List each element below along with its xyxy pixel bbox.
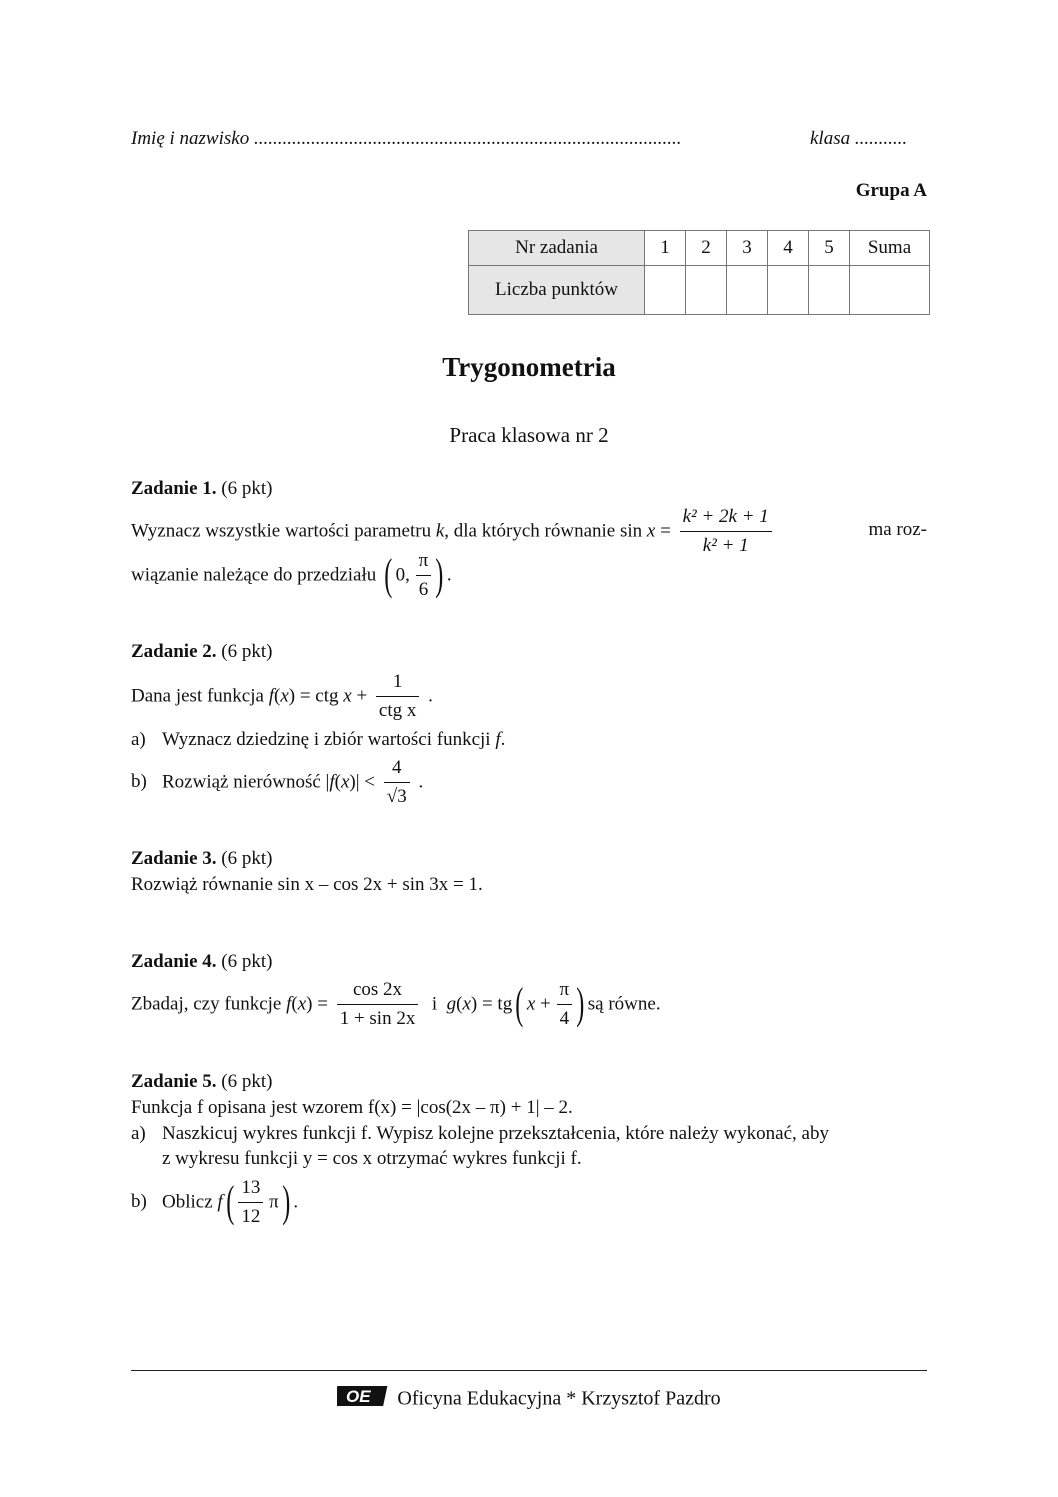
score-table-col-5: 5 (809, 231, 850, 266)
footer-divider (131, 1370, 927, 1371)
task-2-heading (131, 641, 272, 663)
task-4-fraction (337, 978, 419, 1031)
group-label: Grupa A (855, 180, 927, 201)
score-table-col-4: 4 (768, 231, 809, 266)
score-cell-sum[interactable] (850, 266, 930, 315)
task-2-b-denominator: √3 (386, 785, 407, 807)
left-paren-icon: ( (225, 1177, 235, 1227)
task-4-tg: ) = tg (470, 993, 513, 1015)
score-cell-1[interactable] (645, 266, 686, 315)
task-1-line-2 (131, 549, 452, 602)
class-field-line: klasa ........... (810, 128, 908, 149)
task-1-fraction-numerator: k² + 2k + 1 (680, 505, 772, 532)
task-5-item-b (131, 1176, 298, 1229)
publisher-logo-icon (337, 1383, 391, 1415)
score-table (468, 230, 930, 315)
task-5-b-pi: π (264, 1191, 279, 1213)
task-2-b-numerator: 4 (384, 756, 410, 783)
task-2-fraction-denominator: ctg x (378, 699, 417, 721)
task-2-points: (6 pkt) (221, 641, 273, 662)
task-1-text: Wyznacz wszystkie wartości parametru (131, 520, 436, 542)
task-5-b-label: b) (131, 1191, 147, 1213)
task-3-title: Zadanie 3. (131, 848, 217, 869)
task-5-heading (131, 1071, 272, 1093)
task-4-eq: ) = (306, 993, 333, 1015)
page-subtitle: Praca klasowa nr 2 (449, 423, 609, 447)
task-4-paren-2: ( (456, 993, 463, 1015)
task-2-b-ineq: )| < (349, 771, 380, 793)
right-paren-icon: ) (576, 979, 585, 1029)
footer-text: Oficyna Edukacyjna * Krzysztof Pazdro (397, 1387, 721, 1410)
name-field-line: Imię i nazwisko .......................................................................................... (131, 128, 682, 149)
task-4-title: Zadanie 4. (131, 951, 217, 972)
task-5-line-1: Funkcja f opisana jest wzorem f(x) = |cos(2x – π) + 1| – 2. (131, 1097, 573, 1118)
task-2-title: Zadanie 2. (131, 641, 217, 662)
task-1-fraction (680, 505, 772, 558)
task-5-item-a (131, 1123, 927, 1145)
task-2-dot: . (423, 685, 433, 707)
task-2-paren: ( (273, 685, 281, 707)
task-2-fraction-numerator: 1 (376, 670, 419, 697)
task-4-end: są równe. (587, 993, 661, 1015)
task-1-var-k: k (435, 520, 445, 542)
task-4-and: i (422, 993, 447, 1015)
task-1-pi-denominator: 6 (418, 578, 429, 600)
task-5-b-numerator: 13 (238, 1176, 263, 1203)
task-2-b-label: b) (131, 771, 147, 793)
task-4-fraction-denominator: 1 + sin 2x (339, 1007, 416, 1029)
task-2-fraction (376, 670, 419, 723)
task-4-fraction-numerator: cos 2x (337, 978, 419, 1005)
svg-text:OE: OE (346, 1387, 371, 1406)
task-1-text-5: wiązanie należące do przedziału (131, 564, 382, 586)
task-2-text: Dana jest funkcja (131, 685, 269, 707)
task-5-title: Zadanie 5. (131, 1071, 217, 1092)
right-paren-icon: ) (281, 1177, 291, 1227)
task-5-b-fraction (238, 1176, 263, 1229)
left-paren-icon: ( (515, 979, 524, 1029)
task-3-heading (131, 848, 272, 870)
task-5-a-line-1: Naszkicuj wykres funkcji f. Wypisz kolejne przekształcenia, które należy wykonać, aby (162, 1123, 829, 1144)
task-1-interval-start: 0, (395, 564, 415, 586)
task-5-b-text: Oblicz (162, 1191, 218, 1213)
task-3-points: (6 pkt) (221, 848, 273, 869)
task-1-text-4: ma roz- (868, 519, 927, 540)
task-2-line-1 (131, 670, 433, 723)
task-4-x2: x (462, 993, 471, 1015)
task-2-b-f: f (329, 771, 335, 793)
score-table-col-2: 2 (686, 231, 727, 266)
task-2-b-paren: ( (334, 771, 341, 793)
task-5-b-end: . (293, 1191, 299, 1213)
task-4-pi-numerator: π (557, 978, 573, 1005)
task-2-item-b (131, 756, 423, 809)
score-table-col-sum: Suma (850, 231, 930, 266)
task-2-b-text: Rozwiąż nierówność | (162, 771, 330, 793)
task-5-a-label: a) (131, 1123, 146, 1144)
task-1-text-3: = (655, 520, 676, 542)
task-2-a-label: a) (131, 729, 146, 750)
task-5-b-f: f (217, 1191, 223, 1213)
task-4-x: x (297, 993, 307, 1015)
task-5-points: (6 pkt) (221, 1071, 273, 1092)
task-1-var-x: x (646, 520, 656, 542)
task-4-inner-x: x (526, 993, 536, 1015)
task-4-pi-fraction (557, 978, 573, 1031)
task-2-item-a (131, 729, 505, 751)
task-2-a-text: Wyznacz dziedzinę i zbiór wartości funkcji (162, 729, 496, 750)
score-cell-2[interactable] (686, 266, 727, 315)
score-cell-4[interactable] (768, 266, 809, 315)
task-1-pi-fraction (416, 549, 432, 602)
task-1-points: (6 pkt) (221, 478, 273, 499)
score-table-header-label: Nr zadania (469, 231, 645, 266)
task-1-heading (131, 478, 272, 500)
task-5-a-line-2: z wykresu funkcji y = cos x otrzymać wykres funkcji f. (162, 1148, 582, 1169)
task-1-fraction-denominator: k² + 1 (702, 534, 749, 556)
task-4-pi-denominator: 4 (559, 1007, 570, 1029)
task-2-b-fraction (384, 756, 410, 809)
score-cell-5[interactable] (809, 266, 850, 315)
left-paren-icon: ( (384, 550, 393, 600)
task-1-title: Zadanie 1. (131, 478, 217, 499)
task-2-x2: x (343, 685, 352, 707)
task-2-plus: + (351, 685, 372, 707)
score-cell-3[interactable] (727, 266, 768, 315)
task-2-a-f: f (495, 729, 501, 750)
right-paren-icon: ) (435, 550, 444, 600)
task-1-pi-numerator: π (416, 549, 432, 576)
task-2-b-x: x (340, 771, 350, 793)
task-4-points: (6 pkt) (221, 951, 273, 972)
task-2-f: f (268, 685, 274, 707)
task-2-x: x (280, 685, 289, 707)
score-table-points-label: Liczba punktów (469, 266, 645, 315)
task-2-b-dot: . (413, 771, 424, 793)
task-1-text-2: , dla których równanie sin (444, 520, 647, 542)
task-4-heading (131, 951, 272, 973)
task-4-inner-plus: + (535, 993, 556, 1015)
score-table-col-1: 1 (645, 231, 686, 266)
task-1-end: . (446, 564, 452, 586)
task-4-paren: ( (291, 993, 298, 1015)
task-4-g: g (446, 993, 457, 1015)
score-table-col-3: 3 (727, 231, 768, 266)
task-3-text: Rozwiąż równanie sin x – cos 2x + sin 3x = 1. (131, 874, 483, 895)
task-2-a-end: . (500, 729, 506, 750)
footer (0, 1383, 1058, 1415)
task-4-f: f (286, 993, 292, 1015)
task-4-text: Zbadaj, czy funkcje (131, 993, 287, 1015)
task-5-b-denominator: 12 (241, 1205, 261, 1227)
task-2-ctg: ) = ctg (288, 685, 344, 707)
page-title: Trygonometria (442, 352, 616, 382)
task-4-line (131, 978, 661, 1031)
